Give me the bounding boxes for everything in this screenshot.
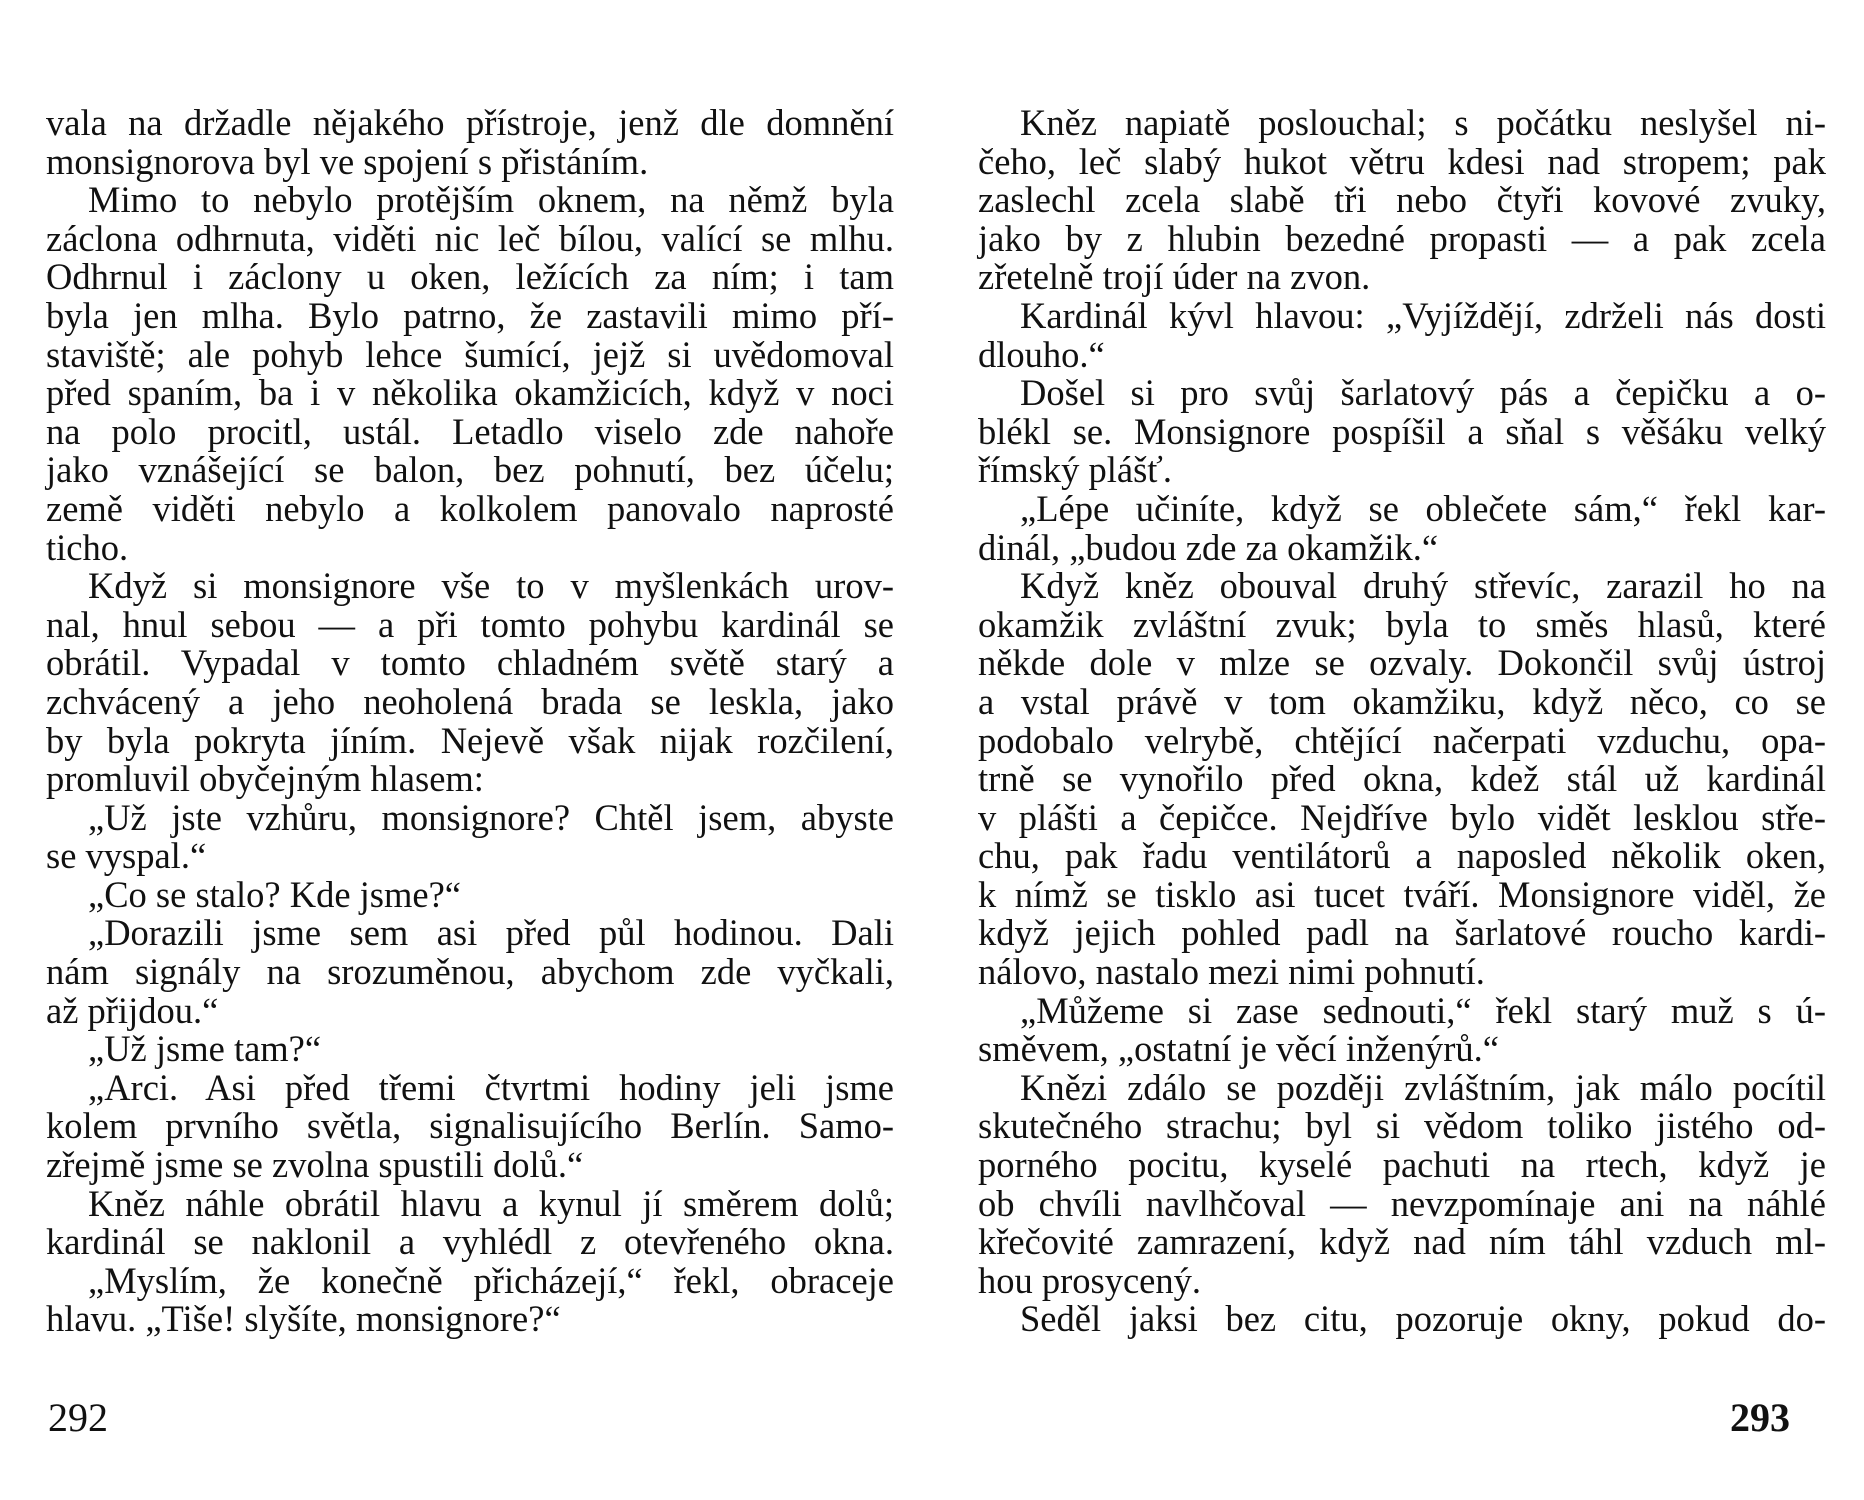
text-line: jako vznášející se balon, bez pohnutí, bez účelu; xyxy=(46,449,894,491)
right-text-column xyxy=(978,104,1826,1339)
text-line: „Lépe učiníte, když se oblečete sám,“ řekl kar- xyxy=(1020,487,1826,529)
text-line: čeho, leč slabý hukot větru kdesi nad stropem; pak xyxy=(978,140,1826,182)
text-line: záclona odhrnuta, viděti nic leč bílou, valící se mlhu. xyxy=(46,217,894,259)
text-line: Mimo to nebylo protějším oknem, na němž byla xyxy=(88,179,894,221)
text-line: monsignorova byl ve spojení s přistáním. xyxy=(46,140,649,182)
text-line: dinál, „budou zde za okamžik.“ xyxy=(978,526,1439,568)
text-line: se vyspal.“ xyxy=(46,835,207,877)
text-line: „Myslím, že konečně přicházejí,“ řekl, obraceje xyxy=(88,1259,894,1301)
text-line: nálovo, nastalo mezi nimi pohnutí. xyxy=(978,951,1485,993)
text-line: zaslechl zcela slabě tři nebo čtyři kovové zvuky, xyxy=(978,179,1826,221)
text-line: nal, hnul sebou — a při tomto pohybu kardinál se xyxy=(46,603,894,645)
text-line: hou prosycený. xyxy=(978,1259,1202,1301)
text-line: země viděti nebylo a kolkolem panovalo naprosté xyxy=(46,487,894,529)
text-line: „Už jsme tam?“ xyxy=(88,1028,322,1070)
text-line: Knězi zdálo se později zvláštním, jak málo pocítil xyxy=(1020,1066,1826,1108)
text-line: až přijdou.“ xyxy=(46,989,219,1031)
text-line: Když si monsignore vše to v myšlenkách urov- xyxy=(88,565,894,607)
text-line: nám signály na srozuměnou, abychom zde vyčkali, xyxy=(46,951,894,993)
text-line: obrátil. Vypadal v tomto chladném světě starý a xyxy=(46,642,894,684)
text-line: „Co se stalo? Kde jsme?“ xyxy=(88,873,461,915)
text-line: k nímž se tisklo asi tucet tváří. Monsignore viděl, že xyxy=(978,873,1826,915)
text-line: Došel si pro svůj šarlatový pás a čepičku a o- xyxy=(1020,372,1826,414)
text-line: v plášti a čepičce. Nejdříve bylo vidět lesklou stře- xyxy=(978,796,1826,838)
text-line: dlouho.“ xyxy=(978,333,1105,375)
text-line: byla jen mlha. Bylo patrno, že zastavili mimo pří- xyxy=(46,294,894,336)
text-line: jako by z hlubin bezedné propasti — a pak zcela xyxy=(978,217,1826,259)
page-number-left: 292 xyxy=(48,1395,108,1440)
text-line: směvem, „ostatní je věcí inženýrů.“ xyxy=(978,1028,1499,1070)
text-line: když jejich pohled padl na šarlatové roucho kardi- xyxy=(978,912,1826,954)
text-line: Kněz náhle obrátil hlavu a kynul jí směrem dolů; xyxy=(88,1182,894,1224)
text-line: ticho. xyxy=(46,526,129,568)
text-line: zřejmě jsme se zvolna spustili dolů.“ xyxy=(46,1144,584,1186)
text-line: křečovité zamrazení, když nad ním táhl vzduch ml- xyxy=(978,1221,1826,1263)
text-line: „Dorazili jsme sem asi před půl hodinou. Dali xyxy=(88,912,894,954)
text-line: skutečného strachu; byl si vědom toliko jistého od- xyxy=(978,1105,1826,1147)
text-line: kardinál se naklonil a vyhlédl z otevřeného okna. xyxy=(46,1221,894,1263)
text-line: Odhrnul i záclony u oken, ležících za ním; i tam xyxy=(46,256,894,298)
text-line: promluvil obyčejným hlasem: xyxy=(46,758,484,800)
text-line: Kněz napiatě poslouchal; s počátku neslyšel ni- xyxy=(1020,102,1826,143)
text-line: zchvácený a jeho neoholená brada se leskla, jako xyxy=(46,680,894,722)
text-line: na polo procitl, ustál. Letadlo viselo zde nahoře xyxy=(46,410,894,452)
text-line: blékl se. Monsignore pospíšil a sňal s věšáku velký xyxy=(978,410,1826,452)
text-line: „Můžeme si zase sednouti,“ řekl starý muž s ú- xyxy=(1020,989,1826,1031)
text-line: „Už jste vzhůru, monsignore? Chtěl jsem, abyste xyxy=(88,796,894,838)
text-line: Když kněz obouval druhý střevíc, zarazil ho na xyxy=(1020,565,1826,607)
page-number-right: 293 xyxy=(1730,1395,1790,1440)
text-line: by byla pokryta jíním. Nejevě však nijak rozčilení, xyxy=(46,719,894,761)
text-line: porného pocitu, kyselé pachuti na rtech, když je xyxy=(978,1144,1826,1186)
text-line: před spaním, ba i v několika okamžicích, když v noci xyxy=(46,372,894,414)
text-line: trně se vynořilo před okna, kdež stál už kardinál xyxy=(978,758,1826,800)
text-line: někde dole v mlze se ozvaly. Dokončil svůj ústroj xyxy=(978,642,1826,684)
text-line: hlavu. „Tiše! slyšíte, monsignore?“ xyxy=(46,1298,561,1340)
text-line: staviště; ale pohyb lehce šumící, jejž si uvědomoval xyxy=(46,333,894,375)
left-text-column xyxy=(46,104,894,1339)
text-line: ob chvíli navlhčoval — nevzpomínaje ani na náhlé xyxy=(978,1182,1826,1224)
text-line: Seděl jaksi bez citu, pozoruje okny, pokud do- xyxy=(1020,1298,1826,1340)
text-line: vala na držadle nějakého přístroje, jenž dle domnění xyxy=(46,102,894,143)
text-line: římský plášť. xyxy=(978,449,1173,491)
text-line: zřetelně trojí úder na zvon. xyxy=(978,256,1371,298)
text-line: Kardinál kývl hlavou: „Vyjíždějí, zdrželi nás dosti xyxy=(1020,294,1826,336)
text-line: okamžik zvláštní zvuk; byla to směs hlasů, které xyxy=(978,603,1826,645)
text-line: a vstal právě v tom okamžiku, když něco, co se xyxy=(978,680,1826,722)
text-line: podobalo velrybě, chtějící načerpati vzduchu, opa- xyxy=(978,719,1826,761)
text-line: „Arci. Asi před třemi čtvrtmi hodiny jeli jsme xyxy=(88,1066,894,1108)
right-page xyxy=(932,0,1864,1500)
text-line: chu, pak řadu ventilátorů a naposled několik oken, xyxy=(978,835,1826,877)
text-line: kolem prvního světla, signalisujícího Berlín. Samo- xyxy=(46,1105,894,1147)
